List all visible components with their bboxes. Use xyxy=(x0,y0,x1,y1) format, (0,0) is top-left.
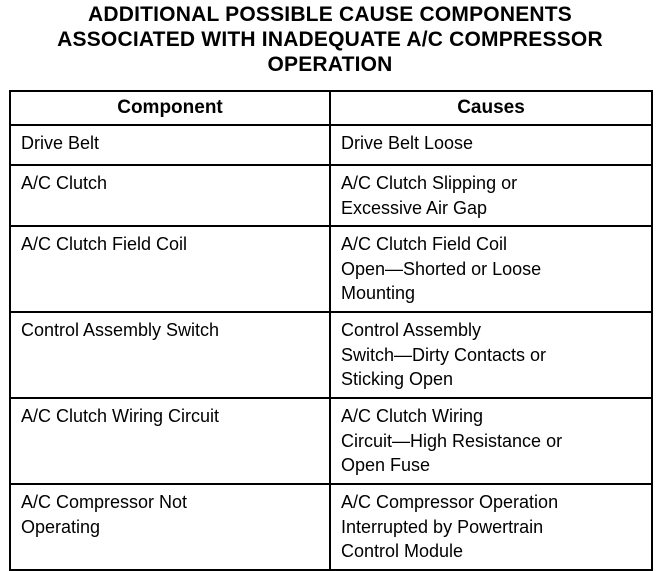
cause-table xyxy=(9,90,653,571)
causes-cell xyxy=(330,312,652,398)
causes-text: Sticking Open xyxy=(341,369,454,389)
title-line-1: ADDITIONAL POSSIBLE CAUSE COMPONENTS xyxy=(87,3,573,26)
causes-cell xyxy=(330,484,652,570)
table-row xyxy=(10,312,652,398)
component-cell xyxy=(10,398,330,484)
causes-text: A/C Clutch Field Coil xyxy=(341,234,508,254)
causes-text: Mounting xyxy=(341,283,416,303)
causes-text: A/C Clutch Wiring xyxy=(341,406,484,426)
header-component: Component xyxy=(10,91,330,125)
component-text: A/C Clutch Field Coil xyxy=(21,234,188,254)
component-text: A/C Clutch xyxy=(21,173,108,193)
causes-text: Drive Belt Loose xyxy=(341,133,474,153)
table-row xyxy=(10,125,652,165)
causes-text: A/C Clutch Slipping or xyxy=(341,173,518,193)
component-text: A/C Clutch Wiring Circuit xyxy=(21,406,220,426)
causes-text: Switch—Dirty Contacts or xyxy=(341,344,547,365)
causes-text: Open Fuse xyxy=(341,455,431,475)
component-text: A/C Compressor Not xyxy=(21,492,188,512)
causes-text: Interrupted by Powertrain xyxy=(341,516,544,537)
causes-text: A/C Compressor Operation xyxy=(341,492,559,512)
title-line-3: OPERATION xyxy=(267,53,393,76)
component-cell xyxy=(10,165,330,226)
table-row xyxy=(10,398,652,484)
causes-text: Circuit—High Resistance or xyxy=(341,430,563,451)
component-cell xyxy=(10,226,330,312)
component-text: Control Assembly Switch xyxy=(21,320,220,340)
table-row xyxy=(10,226,652,312)
causes-cell xyxy=(330,165,652,226)
causes-cell xyxy=(330,226,652,312)
table-row xyxy=(10,165,652,226)
causes-text: Excessive Air Gap xyxy=(341,197,488,218)
causes-text: Control Module xyxy=(341,541,464,561)
component-cell xyxy=(10,125,330,165)
table-header-row xyxy=(10,91,652,125)
component-text: Operating xyxy=(21,516,101,537)
causes-text: Open—Shorted or Loose xyxy=(341,258,542,279)
causes-cell xyxy=(330,398,652,484)
title-line-2: ASSOCIATED WITH INADEQUATE A/C COMPRESSOR xyxy=(57,28,603,51)
component-cell xyxy=(10,312,330,398)
table-row xyxy=(10,484,652,570)
component-text: Drive Belt xyxy=(21,133,100,153)
header-causes: Causes xyxy=(330,91,652,125)
component-cell xyxy=(10,484,330,570)
causes-cell xyxy=(330,125,652,165)
page-title xyxy=(0,2,660,77)
causes-text: Control Assembly xyxy=(341,320,482,340)
